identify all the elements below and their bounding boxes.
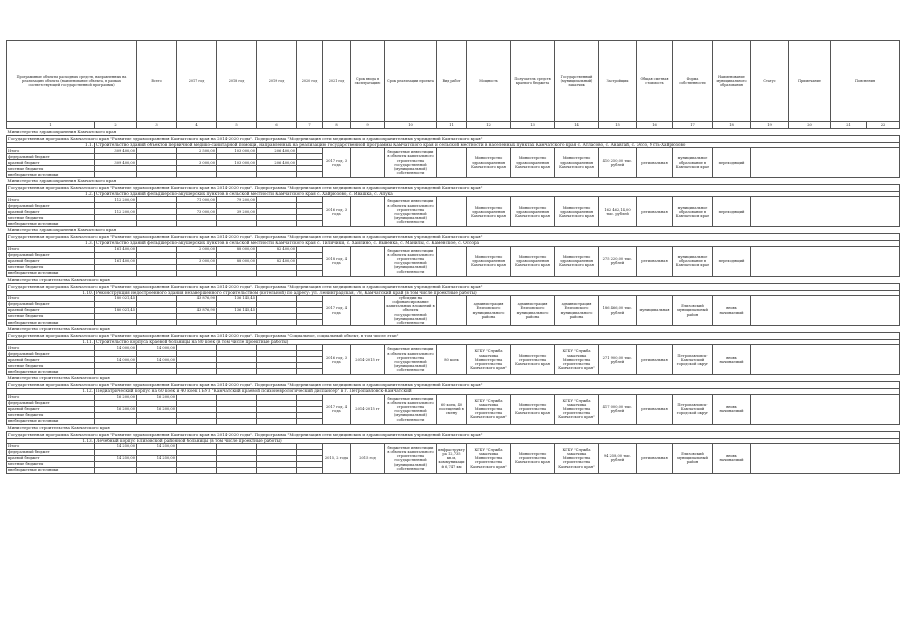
status-cell: переходящий bbox=[713, 197, 751, 227]
period-cell: 2014-2015 гг bbox=[351, 394, 385, 424]
finance-amount: 3 000,00 bbox=[177, 160, 217, 166]
finance-amount: 14 250,00 bbox=[95, 443, 137, 449]
cost-cell: 275 220,00 тыс. рублей bbox=[599, 246, 637, 276]
finance-amount: 180 021,45 bbox=[95, 295, 137, 301]
finance-source: внебюджетные источники bbox=[7, 418, 95, 424]
column-number: 18 bbox=[713, 122, 751, 129]
years-cell: 2016 год, 3 года bbox=[323, 345, 351, 375]
finance-source: Итого bbox=[7, 295, 95, 301]
period-cell: 2015 год bbox=[351, 443, 385, 473]
column-number: 15 bbox=[599, 122, 637, 129]
column-number: 4 bbox=[177, 122, 217, 129]
finance-amount: 14 250,00 bbox=[137, 455, 177, 461]
finance-amount: 112 200,00 bbox=[95, 209, 137, 215]
header-cell: Срок реализации проекта bbox=[385, 41, 437, 122]
column-number: 21 bbox=[831, 122, 867, 129]
column-number: 7 bbox=[297, 122, 323, 129]
finance-amount: 161 400,00 bbox=[95, 258, 137, 264]
finance-amount: 180 021,45 bbox=[95, 307, 137, 313]
ownership-cell: региональная bbox=[637, 197, 673, 227]
finance-amount: 206 400,00 bbox=[257, 148, 297, 154]
recipient-cell: Министерство здравоохранения Камчатского края bbox=[467, 246, 511, 276]
finance-source: краевой бюджет bbox=[7, 455, 95, 461]
recipient-cell: Министерство здравоохранения Камчатского края bbox=[467, 197, 511, 227]
program-title: Государственная программа Камчатского края "Развитие здравоохранения Камчатского края на 2014-2020 годы". Подпрограмма "Модернизация сети медицинских и здравоохранительных учреждений Камчатского края" bbox=[7, 431, 900, 438]
finance-amount: 88 000,00 bbox=[217, 258, 257, 264]
ownership-cell: региональная bbox=[637, 394, 673, 424]
header-cell: 2021 год bbox=[323, 41, 351, 122]
status-cell: вновь начинаемый bbox=[713, 443, 751, 473]
cost-cell: 410 250,00 тыс. рублей bbox=[599, 148, 637, 178]
program-title: Государственная программа Камчатского края "Развитие здравоохранения Камчатского края на 2014-2020 годы". Подпрограмма "Модернизация сети медицинских и здравоохранительных учреждений Камчатского края" bbox=[7, 234, 900, 241]
finance-source: федеральный бюджет bbox=[7, 351, 95, 357]
finance-amount: 82 400,00 bbox=[257, 246, 297, 252]
column-number: 2 bbox=[95, 122, 137, 129]
customer-cell: администрация Елизовского муниципального района bbox=[511, 295, 555, 325]
work-type-cell: бюджетные инвестиции в объекты капитального строительства государственной (муниципальной) собственности bbox=[385, 246, 437, 276]
municipality-cell: Елизовский муниципальный район bbox=[673, 295, 713, 325]
header-cell: 2019 год bbox=[257, 41, 297, 122]
notes-cell bbox=[751, 246, 900, 276]
cost-cell: 186 466,00 тыс. рублей bbox=[599, 295, 637, 325]
finance-amount: 103 000,00 bbox=[217, 160, 257, 166]
column-number: 6 bbox=[257, 122, 297, 129]
customer-cell: Министерство здравоохранения Камчатского края bbox=[511, 148, 555, 178]
program-row bbox=[7, 382, 900, 389]
capacity-cell: 60 коек, 40 посещений в смену bbox=[437, 394, 467, 424]
program-title: Государственная программа Камчатского края "Развитие здравоохранения Камчатского края на 2014-2020 годы". Подпрограмма "Социальное, социальный объект, в том числе этап" bbox=[7, 333, 900, 340]
object-name: Лечебный корпус Елизовской районной больницы (в том числе проектные работы) bbox=[95, 438, 900, 443]
header-cell: Мощность bbox=[467, 41, 511, 122]
capacity-cell: 80 коек bbox=[437, 345, 467, 375]
finance-source: Итого bbox=[7, 197, 95, 203]
ownership-cell: региональная bbox=[637, 246, 673, 276]
period-cell: 2014-2015 гг bbox=[351, 345, 385, 375]
finance-source: местные бюджеты bbox=[7, 264, 95, 270]
finance-source: краевой бюджет bbox=[7, 307, 95, 313]
column-number: 12 bbox=[467, 122, 511, 129]
header-cell: Срок ввода в эксплуатацию bbox=[351, 41, 385, 122]
recipient-cell: КГБУ "Служба заказчика Министерства строительства Камчатского края" bbox=[467, 443, 511, 473]
header-cell: Получатель средств краевого бюджета bbox=[511, 41, 555, 122]
municipality-cell: муниципальное образование в Камчатском крае bbox=[673, 197, 713, 227]
section-title: Министерство здравоохранения Камчатского края bbox=[7, 129, 900, 136]
program-title: Государственная программа Камчатского края "Развитие здравоохранения Камчатского края на 2014-2020 годы". Подпрограмма "Модернизация сети медицинских и здравоохранительных учреждений Камчатского края" bbox=[7, 283, 900, 290]
builder-cell: Министерство здравоохранения Камчатского края bbox=[555, 197, 599, 227]
object-name: Строительство зданий фельдшерско-акушерских пунктов в сельской местности Камчатского края с. Хайрюзово, с. Ивашка, с. Апука bbox=[95, 192, 900, 197]
finance-amount: 43 876,90 bbox=[177, 307, 217, 313]
status-cell: вновь начинаемый bbox=[713, 394, 751, 424]
column-number: 3 bbox=[137, 122, 177, 129]
period-cell bbox=[351, 197, 385, 227]
program-title: Государственная программа Камчатского края "Развитие здравоохранения Камчатского края на 2014-2020 годы". Подпрограмма "Модернизация сети медицинских и здравоохранительных учреждений Камчатского края" bbox=[7, 136, 900, 143]
finance-source: федеральный бюджет bbox=[7, 154, 95, 160]
header-cell: 2018 год bbox=[217, 41, 257, 122]
period-cell bbox=[351, 148, 385, 178]
customer-cell: Министерство строительства Камчатского края bbox=[511, 345, 555, 375]
finance-amount: 309 400,00 bbox=[95, 160, 137, 166]
years-cell: 2017 год, 4 года bbox=[323, 295, 351, 325]
section-row bbox=[7, 276, 900, 283]
document-sheet bbox=[6, 40, 899, 474]
finance-amount: 112 200,00 bbox=[95, 197, 137, 203]
header-cell: Застройщик bbox=[599, 41, 637, 122]
header-cell: Всего bbox=[137, 41, 177, 122]
object-name: Строительство корпуса краевой больницы на 80 коек (в том числе проектные работы) bbox=[95, 340, 900, 345]
object-name: Педиатрический корпус на 60 коек и 40 коек ГБУЗ "Камчатский краевой психоневрологический диспансер" в г. Петропавловск-Камчатский bbox=[95, 389, 900, 394]
period-cell bbox=[351, 295, 385, 325]
finance-amount: 309 400,00 bbox=[95, 148, 137, 154]
object-number: 1.13. bbox=[7, 438, 95, 443]
finance-source: Итого bbox=[7, 394, 95, 400]
column-number: 19 bbox=[751, 122, 789, 129]
customer-cell: Министерство здравоохранения Камчатского края bbox=[511, 246, 555, 276]
finance-amount: 3 000,00 bbox=[177, 258, 217, 264]
finance-source: внебюджетные источники bbox=[7, 270, 95, 276]
header-cell: Форма собственности bbox=[673, 41, 713, 122]
header-cell: Общая сметная стоимость bbox=[637, 41, 673, 122]
finance-amount: 71 000,00 bbox=[177, 197, 217, 203]
builder-cell: КГБУ "Служба заказчика Министерства строительства Камчатского края" bbox=[555, 443, 599, 473]
finance-source: федеральный бюджет bbox=[7, 449, 95, 455]
finance-amount: 14 000,00 bbox=[137, 345, 177, 351]
period-cell bbox=[351, 246, 385, 276]
column-number: 11 bbox=[437, 122, 467, 129]
finance-source: федеральный бюджет bbox=[7, 252, 95, 258]
header-cell: Пояснения bbox=[831, 41, 900, 122]
notes-cell bbox=[751, 345, 900, 375]
finance-source: краевой бюджет bbox=[7, 357, 95, 363]
finance-source: краевой бюджет bbox=[7, 209, 95, 215]
finance-amount: 14 000,00 bbox=[137, 357, 177, 363]
section-row bbox=[7, 424, 900, 431]
finance-source: краевой бюджет bbox=[7, 406, 95, 412]
header-cell: 2017 год bbox=[177, 41, 217, 122]
finance-amount bbox=[137, 467, 177, 473]
section-row bbox=[7, 326, 900, 333]
notes-cell bbox=[751, 443, 900, 473]
builder-cell: КГБУ "Служба заказчика Министерства строительства Камчатского края" bbox=[555, 394, 599, 424]
finance-amount: 14 250,00 bbox=[137, 443, 177, 449]
municipality-cell: Петропавловск-Камчатский городской округ bbox=[673, 394, 713, 424]
column-number: 9 bbox=[351, 122, 385, 129]
finance-source: местные бюджеты bbox=[7, 363, 95, 369]
status-cell: переходящий bbox=[713, 148, 751, 178]
finance-source: внебюджетные источники bbox=[7, 221, 95, 227]
column-number: 5 bbox=[217, 122, 257, 129]
finance-amount bbox=[95, 467, 137, 473]
finance-amount: 136 145,45 bbox=[217, 307, 257, 313]
finance-source: внебюджетные источники bbox=[7, 369, 95, 375]
finance-source: федеральный бюджет bbox=[7, 301, 95, 307]
capacity-cell bbox=[437, 148, 467, 178]
column-number: 13 bbox=[511, 122, 555, 129]
finance-amount: 2 000,00 bbox=[177, 246, 217, 252]
customer-cell: Министерство здравоохранения Камчатского края bbox=[511, 197, 555, 227]
years-cell: 2016 год, 3 года bbox=[323, 197, 351, 227]
finance-source: Итого bbox=[7, 148, 95, 154]
capacity-cell bbox=[437, 295, 467, 325]
finance-source: Итого bbox=[7, 443, 95, 449]
finance-source: Итого bbox=[7, 246, 95, 252]
work-type-cell: бюджетные инвестиции в объекты капитального строительства государственной (муниципальной) собственности bbox=[385, 148, 437, 178]
finance-source: местные бюджеты bbox=[7, 166, 95, 172]
finance-source: Итого bbox=[7, 345, 95, 351]
finance-amount: 206 400,00 bbox=[257, 160, 297, 166]
finance-amount: 16 200,00 bbox=[137, 406, 177, 412]
column-number: 20 bbox=[789, 122, 831, 129]
finance-amount: 16 200,00 bbox=[95, 406, 137, 412]
column-number: 22 bbox=[867, 122, 900, 129]
recipient-cell: Министерство здравоохранения Камчатского края bbox=[467, 148, 511, 178]
program-row bbox=[7, 333, 900, 340]
finance-source: местные бюджеты bbox=[7, 215, 95, 221]
customer-cell: Министерство строительства Камчатского края bbox=[511, 443, 555, 473]
finance-amount bbox=[217, 467, 257, 473]
object-number: 1.12. bbox=[7, 389, 95, 394]
capacity-cell: инфраструктура 12,735 кв.м, коммуникаций 6,747 км bbox=[437, 443, 467, 473]
cost-cell: 271 900,00 тыс. рублей bbox=[599, 345, 637, 375]
header-cell: 2020 год bbox=[297, 41, 323, 122]
capacity-cell bbox=[437, 246, 467, 276]
object-number: 1.2. bbox=[7, 192, 95, 197]
section-row bbox=[7, 227, 900, 234]
cost-cell: 417 000,00 тыс. рублей bbox=[599, 394, 637, 424]
municipality-cell: муниципальное образование в Камчатском крае bbox=[673, 148, 713, 178]
finance-amount: 136 145,45 bbox=[217, 295, 257, 301]
empty-cell bbox=[297, 467, 323, 473]
municipality-cell: Петропавловск-Камчатский городской округ bbox=[673, 345, 713, 375]
ownership-cell: муниципальная bbox=[637, 295, 673, 325]
finance-amount: 73 000,00 bbox=[177, 209, 217, 215]
finance-amount: 14 000,00 bbox=[95, 345, 137, 351]
header-cell: Примечание bbox=[789, 41, 831, 122]
finance-amount: 88 000,00 bbox=[217, 246, 257, 252]
recipient-cell: КГБУ "Служба заказчика Министерства строительства Камчатского края" bbox=[467, 345, 511, 375]
capacity-cell bbox=[437, 197, 467, 227]
section-title: Министерство здравоохранения Камчатского края bbox=[7, 227, 900, 234]
notes-cell bbox=[751, 148, 900, 178]
ownership-cell: региональная bbox=[637, 443, 673, 473]
recipient-cell: КГБУ "Служба заказчика Министерства строительства Камчатского края" bbox=[467, 394, 511, 424]
municipality-cell: Елизовский муниципальный район bbox=[673, 443, 713, 473]
finance-source: краевой бюджет bbox=[7, 160, 95, 166]
finance-amount: 82 400,00 bbox=[257, 258, 297, 264]
object-number: 1.1. bbox=[7, 143, 95, 148]
object-name: Строительство зданий фельдшерско-акушерских пунктов в сельской местности Камчатского края с. Тиличики, с. Хаилино, с. Вывенка, с. Манилы, с. Каменское, с. Оссора bbox=[95, 241, 900, 246]
finance-source: местные бюджеты bbox=[7, 461, 95, 467]
municipality-cell: муниципальное образование в Камчатском крае bbox=[673, 246, 713, 276]
program-row bbox=[7, 185, 900, 192]
builder-cell: Министерство здравоохранения Камчатского края bbox=[555, 246, 599, 276]
finance-amount: 39 200,00 bbox=[217, 209, 257, 215]
finance-amount: 43 876,90 bbox=[177, 295, 217, 301]
object-name: Реконструкция недостроенного здания незавершённого строительством (котельной) по адресу: ул. Ленинградская, 78, Камчатский край (в том числе проектные работы) bbox=[95, 290, 900, 295]
finance-amount: 14 250,00 bbox=[95, 455, 137, 461]
investment-table bbox=[6, 40, 900, 474]
finance-amount: 14 000,00 bbox=[95, 357, 137, 363]
finance-amount: 2 500,00 bbox=[177, 148, 217, 154]
builder-cell: Министерство здравоохранения Камчатского края bbox=[555, 148, 599, 178]
work-type-cell: бюджетные инвестиции в объекты капитального строительства государственной (муниципальной) собственности bbox=[385, 197, 437, 227]
finance-amount: 16 200,00 bbox=[137, 394, 177, 400]
finance-source: внебюджетные источники bbox=[7, 467, 95, 473]
header-cell: Наименование муниципального образования bbox=[713, 41, 751, 122]
years-cell: 2015, 2 года bbox=[323, 443, 351, 473]
section-title: Министерство здравоохранения Камчатского края bbox=[7, 178, 900, 185]
section-title: Министерство строительства Камчатского края bbox=[7, 375, 900, 382]
header-cell: Государственный (муниципальный) заказчик bbox=[555, 41, 599, 122]
finance-source: краевой бюджет bbox=[7, 258, 95, 264]
builder-cell: администрация Елизовского муниципального района bbox=[555, 295, 599, 325]
column-number: 17 bbox=[673, 122, 713, 129]
years-cell: 2017 год, 3 года bbox=[323, 148, 351, 178]
object-number: 1.10. bbox=[7, 290, 95, 295]
finance-amount: 161 400,00 bbox=[95, 246, 137, 252]
finance-source: внебюджетные источники bbox=[7, 172, 95, 178]
program-row bbox=[7, 136, 900, 143]
status-cell: вновь начинаемый bbox=[713, 295, 751, 325]
finance-amount: 103 000,00 bbox=[217, 148, 257, 154]
finance-amount: 79 200,00 bbox=[217, 197, 257, 203]
work-type-cell: бюджетные инвестиции в объекты капитального строительства государственной (муниципальной) собственности bbox=[385, 443, 437, 473]
notes-cell bbox=[751, 197, 900, 227]
ownership-cell: региональная bbox=[637, 345, 673, 375]
section-row bbox=[7, 375, 900, 382]
header-row bbox=[7, 41, 900, 122]
object-name: Строительство зданий объектов первичной медико-санитарной помощи, направленных на реализацию государственной программы Камчатского края и сельской местности в населённых пунктах Камчатского края с. Атласово, с. Анавгай, с. Эссо, Усть-Хайрюзово bbox=[95, 143, 900, 148]
header-cell: Вид работ bbox=[437, 41, 467, 122]
notes-cell bbox=[751, 295, 900, 325]
header-cell: Статус bbox=[751, 41, 789, 122]
finance-source: местные бюджеты bbox=[7, 314, 95, 320]
program-title: Государственная программа Камчатского края "Развитие здравоохранения Камчатского края на 2014-2020 годы". Подпрограмма "Модернизация сети медицинских и здравоохранительных учреждений Камчатского края" bbox=[7, 185, 900, 192]
builder-cell: КГБУ "Служба заказчика Министерства строительства Камчатского края" bbox=[555, 345, 599, 375]
cost-cell: 162 462,14,00 тыс. рублей bbox=[599, 197, 637, 227]
section-title: Министерство строительства Камчатского края bbox=[7, 424, 900, 431]
column-number: 1 bbox=[7, 122, 95, 129]
work-type-cell: бюджетные инвестиции в объекты капитального строительства государственной (муниципальной) собственности bbox=[385, 394, 437, 424]
section-title: Министерство строительства Камчатского края bbox=[7, 326, 900, 333]
finance-source: внебюджетные источники bbox=[7, 320, 95, 326]
column-number: 10 bbox=[385, 122, 437, 129]
column-number-row bbox=[7, 122, 900, 129]
finance-amount bbox=[257, 467, 297, 473]
work-type-cell: субсидии на софинансирование капитальных вложений в объекты государственной (муниципальной) собственности bbox=[386, 295, 435, 326]
years-cell: 2018 год, 4 года bbox=[323, 246, 351, 276]
cost-cell: 94 258,00 тыс. рублей bbox=[599, 443, 637, 473]
section-row bbox=[7, 178, 900, 185]
column-number: 14 bbox=[555, 122, 599, 129]
section-row bbox=[7, 129, 900, 136]
column-number: 16 bbox=[637, 122, 673, 129]
customer-cell: Министерство строительства Камчатского края bbox=[511, 394, 555, 424]
finance-source: местные бюджеты bbox=[7, 412, 95, 418]
header-cell: Программные объекты расходных средств, направленных на реализацию объекта (наименование объекта, в рамках соответствующей государственной программы) bbox=[7, 41, 137, 122]
years-cell: 2017 год, 4 года bbox=[323, 394, 351, 424]
object-number: 1.11. bbox=[7, 340, 95, 345]
program-row bbox=[7, 234, 900, 241]
status-cell: переходящий bbox=[713, 246, 751, 276]
program-title: Государственная программа Камчатского края "Развитие здравоохранения Камчатского края на 2014-2020 годы". Подпрограмма "Модернизация сети медицинских и здравоохранительных учреждений Камчатского края" bbox=[7, 382, 900, 389]
notes-cell bbox=[751, 394, 900, 424]
program-row bbox=[7, 283, 900, 290]
section-title: Министерство строительства Камчатского края bbox=[7, 276, 900, 283]
finance-source: федеральный бюджет bbox=[7, 203, 95, 209]
finance-amount: 16 200,00 bbox=[95, 394, 137, 400]
program-row bbox=[7, 431, 900, 438]
work-type-cell: бюджетные инвестиции в объекты капитального строительства государственной (муниципальной) собственности bbox=[385, 345, 437, 375]
column-number: 8 bbox=[323, 122, 351, 129]
finance-source: федеральный бюджет bbox=[7, 400, 95, 406]
object-number: 1.3. bbox=[7, 241, 95, 246]
finance-amount bbox=[177, 467, 217, 473]
recipient-cell: администрация Елизовского муниципального района bbox=[467, 295, 511, 325]
status-cell: вновь начинаемый bbox=[713, 345, 751, 375]
ownership-cell: региональная bbox=[637, 148, 673, 178]
